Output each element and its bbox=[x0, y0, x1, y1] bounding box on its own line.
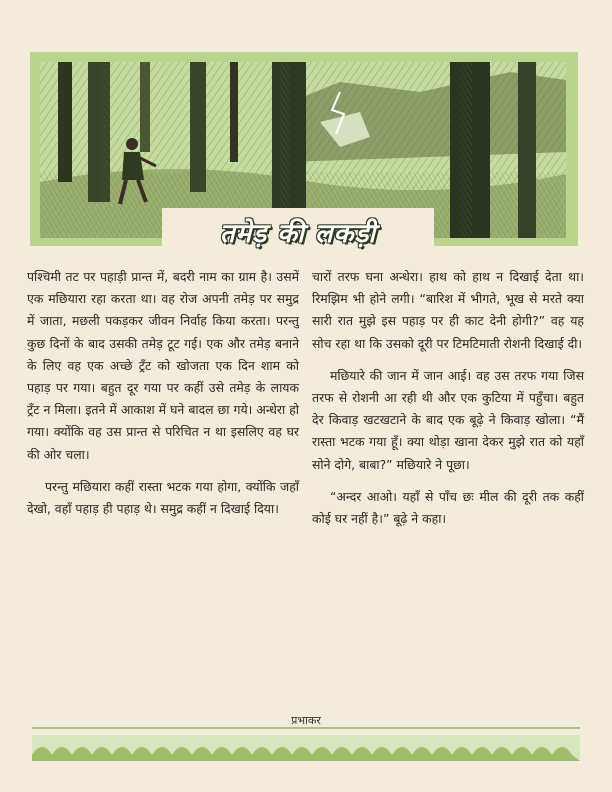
magazine-name: प्रभाकर bbox=[291, 714, 321, 727]
right-text-column bbox=[312, 266, 584, 530]
footer-rule bbox=[32, 727, 580, 729]
paragraph: पश्चिमी तट पर पहाड़ी प्रान्त में, बदरी नाम का ग्राम है। उसमें एक मछियारा रहा करता था। वह रोज अपनी तमेड़ पर समुद्र में जाता, मछली पकड़कर जीवन निर्वाह किया करता। परन्तु कुछ दिनों के बाद उसकी तमेड़ टूट गई। एक और तमेड़ बनाने के लिए वह एक अच्छे ट्रँट को खोजता एक दिन शाम को पहाड़ पर गया। बहुत दूर गया पर कहीं उसे तमेड़ के लायक ट्रँट न मिला। इतने में आकाश में घने बादल छा गये। अन्धेरा हो गया। क्योंकि वह उस प्रान्त से परिचित न था इसलिए वह घर की ओर चला। bbox=[27, 269, 299, 462]
left-text-column bbox=[27, 266, 299, 520]
story-title: तमेड़ की लकड़ी bbox=[219, 219, 377, 249]
paragraph: चारों तरफ घना अन्धेरा। हाथ को हाथ न दिखाई देता था। रिमझिम भी होने लगी। “बारिश में भीगते, भूख से मरते क्या सारी रात मुझे इस पहाड़ पर ही काट देनी होगी?” वह यह सोच रहा था कि उसको दूरी पर टिमटिमाती रोशनी दिखाई दी। bbox=[312, 269, 584, 351]
decorative-border bbox=[32, 735, 580, 761]
story-title-box bbox=[162, 208, 434, 254]
paragraph: परन्तु मछियारा कहीं रास्ता भटक गया होगा, क्योंकि जहाँ देखो, वहाँ पहाड़ ही पहाड़ थे। समुद्र कहीं न दिखाई दिया। bbox=[27, 478, 299, 517]
paragraph: “अन्दर आओ। यहाँ से पाँच छः मील की दूरी तक कहीं कोई घर नहीं है।” बूढ़े ने कहा। bbox=[312, 488, 584, 527]
paragraph: मछियारे की जान में जान आई। वह उस तरफ गया जिस तरफ से रोशनी आ रही थी और एक कुटिया में पहुँचा। बहुत देर किवाड़ खटखटाने के बाद एक बूढ़े ने किवाड़ खोला। “मैं रास्ता भटक गया हूँ। क्या थोड़ा खाना देकर मुझे रात को यहाँ सोने दोगे, बाबा?” मछियारे ने पूछा। bbox=[312, 367, 584, 472]
